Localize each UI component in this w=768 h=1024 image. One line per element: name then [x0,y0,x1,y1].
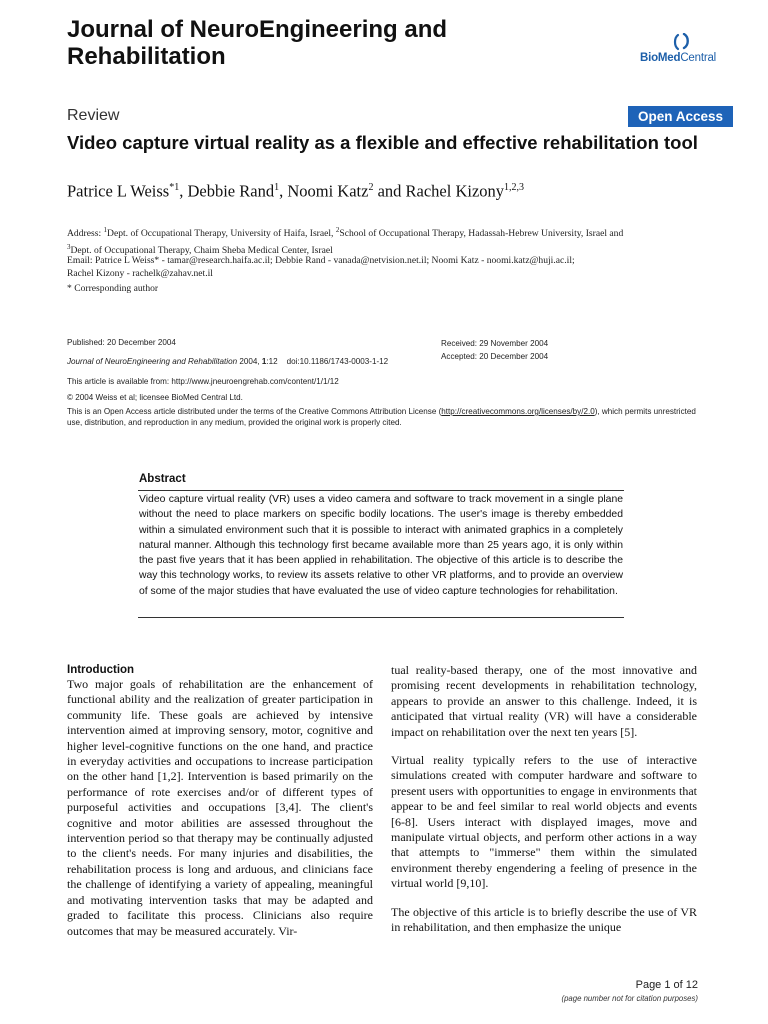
license-link[interactable]: http://creativecommons.org/licenses/by/2.0 [441,407,595,416]
author-separator: and [373,181,406,201]
citation-volume: 1 [261,357,267,366]
published-date: Published: 20 December 2004 [67,338,176,347]
email-line: Rachel Kizony - rachelk@zahav.net.il [67,267,213,279]
author-name: Noomi Katz [287,181,369,201]
citation-journal: Journal of NeuroEngineering and Rehabilitation [67,357,238,366]
affiliation-mark: 3 [67,242,71,251]
license-text-post: ), which permits unrestricted use, distribution, and reproduction in any medium, provided the original work is properly cited. [67,407,696,427]
body-paragraph: tual reality-based therapy, one of the most innovative and promising recent developments in rehabilitation technology, appears to provide an answer to this challenge. Indeed, it is anticipated that virtual reality (VR) will have a considerable impact on rehabilitation over the next ten years [5]. [391,663,697,739]
author-name: Rachel Kizony [405,181,505,201]
page-number: Page 1 of 12 [635,979,698,991]
author-affiliation-mark: *1 [169,182,180,193]
article-title: Video capture virtual reality as a flexible and effective rehabilitation tool [67,132,698,153]
body-paragraph: Two major goals of rehabilitation are the enhancement of functional ability and the realization of greater participation in community life. These goals are achieved by intensive intervention aimed at improving sensory, motor, cognitive and higher level-cognitive functions on the one hand, and practice in everyday activities and occupations to increase participation on the other hand [1,2]. Intervention is based primarily on the performance of rote exercises and/or of different types of purposeful activities and occupations [3,4]. The client's cognitive and motor abilities are assessed throughout the intervention period so that therapy may be continually adjusted to the client's needs. For many injuries and disabilities, the rehabilitation process is long and arduous, and clinicians face the challenge of identifying a variety of appealing, meaningful and motivating intervention tasks that may be adapted and graded to facilitate this process. Clinicians also require outcomes that may be measured accurately. Vir- [67,677,373,938]
logo-name-regular: Central [680,52,716,64]
abstract-heading: Abstract [139,473,186,485]
abstract-text: Video capture virtual reality (VR) uses a video camera and software to track movement in a single plane without the need to place markers on specific bodily locations. The user's image is thereby embedded within a simulated environment such that it is possible to interact with animated graphics in a completely natural manner. Although this technology first became available more than 25 years ago, it is only within the past five years that it has been applied in rehabilitation. The objective of this article is to describe the way this technology works, to review its assets relative to other VR platforms, and to provide an overview of some of the major studies that have evaluated the use of video capture technologies for rehabilitation. [139,494,623,597]
accepted-date: Accepted: 20 December 2004 [441,352,549,361]
copyright-line: © 2004 Weiss et al; licensee BioMed Central Ltd. [67,393,243,402]
author-name: Debbie Rand [187,181,275,201]
author-affiliation-mark: 1 [274,182,280,193]
page-number-note: (page number not for citation purposes) [561,994,698,1003]
author-separator: , [279,181,288,201]
open-access-badge: Open Access [628,106,733,127]
corresponding-author-note: * Corresponding author [67,283,159,294]
license-text-pre: This is an Open Access article distributed under the terms of the Creative Commons Attribution License ( [67,407,442,416]
citation-year: 2004, [237,357,262,366]
email-line: Email: Patrice L Weiss* - tamar@research.haifa.ac.il; Debbie Rand - vanada@netvision.net.il; Noomi Katz - noomi.katz@huji.ac.il; [67,255,575,266]
body-paragraph: Virtual reality typically refers to the use of interactive simulations created with computer hardware and software to present users with opportunities to engage in environments that appear to be and feel similar to real world objects and events [6-8]. Users interact with displayed images, move and manipulate virtual objects, and perform other actions in a way that attempts to "immerse" them within the simulated environment thereby engendering a feeling of presence in the virtual world [9,10]. [391,753,697,891]
body-paragraph: The objective of this article is to briefly describe the use of VR in rehabilitation, and then emphasize the unique [391,904,697,935]
affiliation-text: Dept. of Occupational Therapy, University of Haifa, Israel, [107,228,336,240]
body-column-right [391,663,697,936]
author-affiliation-mark: 2 [368,182,374,193]
author-affiliation-mark: 1,2,3 [504,182,525,193]
biomed-central-logo [640,33,730,67]
abstract-divider [138,490,624,491]
address-label: Address: [67,228,104,240]
author-name: Patrice L Weiss [67,181,170,201]
citation-doi: :12 doi:10.1186/1743-0003-1-12 [266,357,389,366]
affiliation-mark: 1 [103,226,108,234]
email-block [67,255,707,280]
address-block [67,224,707,257]
citation-line [67,356,388,367]
introduction-heading: Introduction [67,664,135,676]
biomed-swoosh-icon [672,33,694,51]
body-column-left [67,663,373,939]
received-date: Received: 29 November 2004 [441,339,549,348]
affiliation-text: School of Occupational Therapy, Hadassah-Hebrew University, Israel and [339,228,624,240]
logo-name-bold: BioMed [640,52,681,64]
author-separator: , [179,181,188,201]
author-list [67,177,707,203]
journal-title: Journal of NeuroEngineering and Rehabilitation [67,16,448,70]
article-type-label: Review [67,107,120,124]
affiliation-mark: 2 [335,226,340,234]
license-text [67,406,707,428]
affiliation-text: Dept. of Occupational Therapy, Chaim Sheba Medical Center, Israel [70,244,333,256]
availability-line[interactable]: This article is available from: http://www.jneuroengrehab.com/content/1/1/12 [67,377,339,386]
abstract-section [138,470,624,618]
